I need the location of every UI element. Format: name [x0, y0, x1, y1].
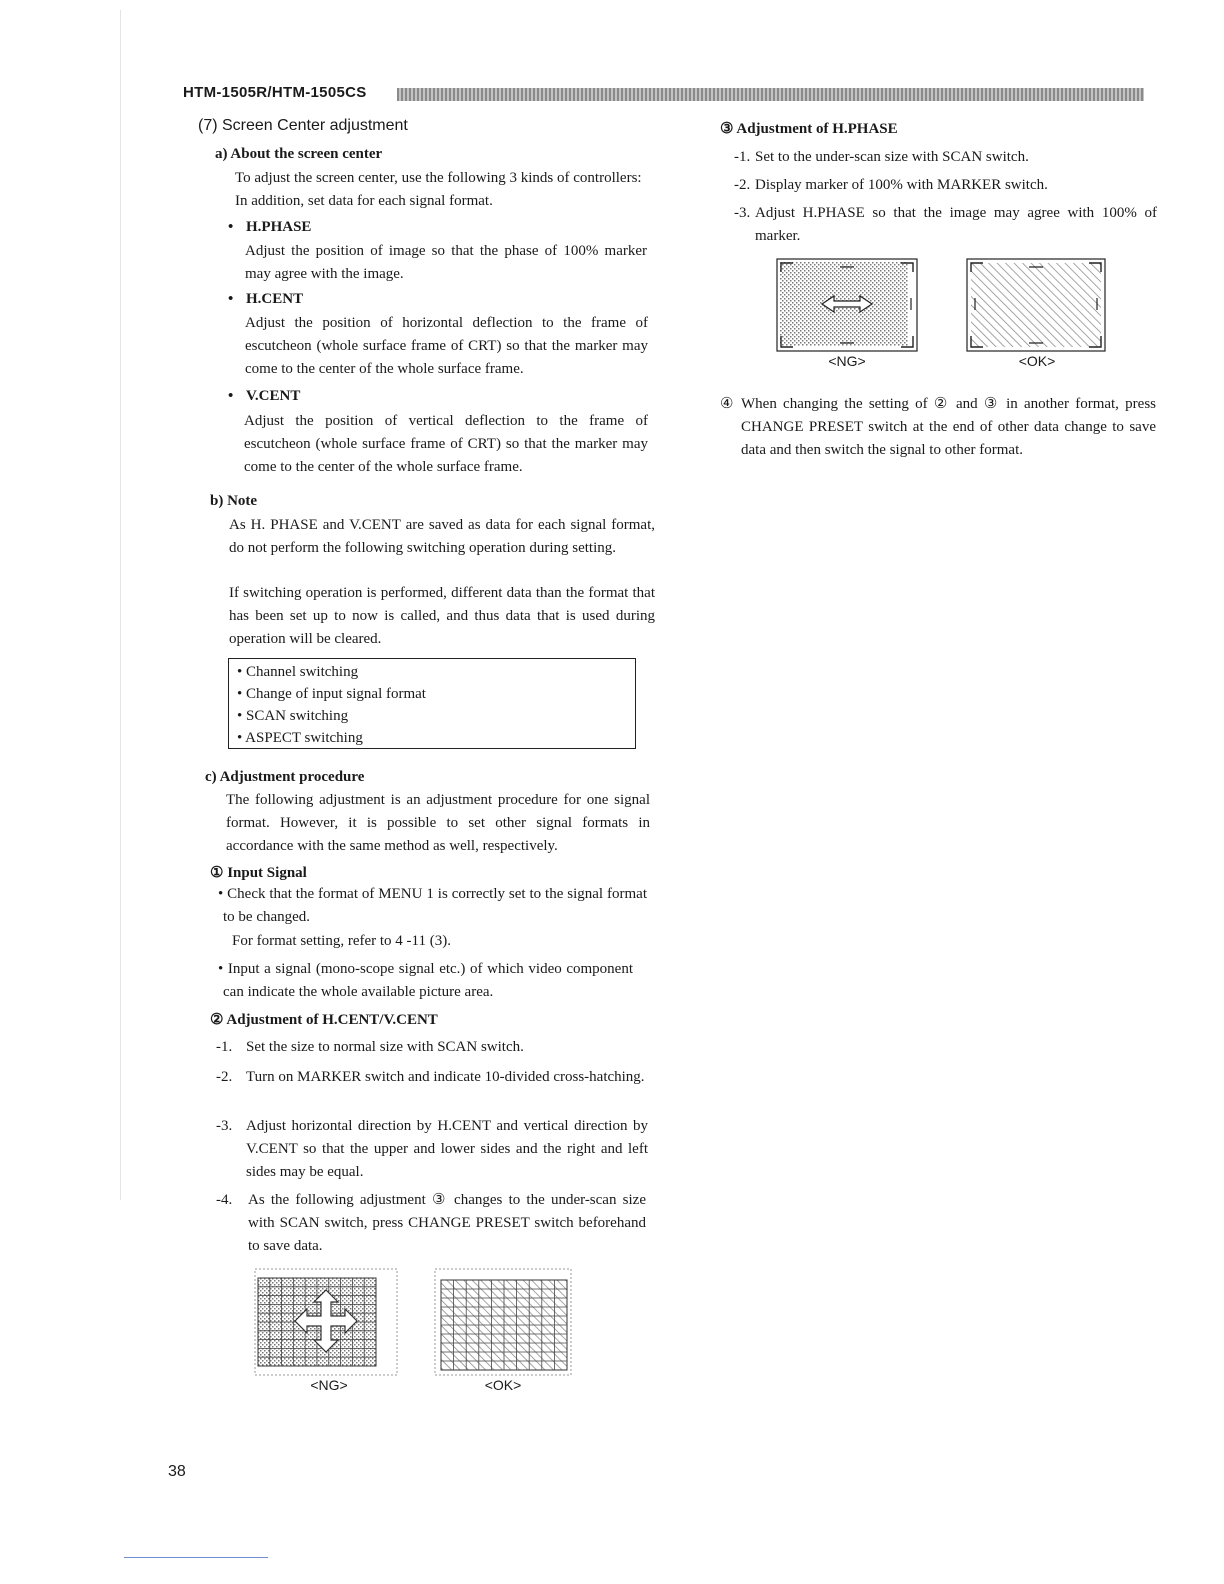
- step3-text: Adjust H.PHASE so that the image may agree with 100% of marker.: [755, 205, 1157, 244]
- vcent-text: Adjust the position of vertical deflection to the frame of escutcheon (whole surface frame of CRT) so that the marker may come to the center of the whole surface frame.: [244, 413, 648, 475]
- step3-text: Set to the under-scan size with SCAN switch.: [755, 149, 1029, 165]
- step1-bullet1: • Check that the format of MENU 1 is correctly set to the signal format to be changed.: [218, 886, 647, 925]
- header-bar: [397, 88, 1144, 101]
- scan-blue-mark: [124, 1557, 268, 1558]
- hcent-title: H.CENT: [246, 291, 304, 307]
- a-heading: a) About the screen center: [215, 146, 383, 162]
- step3-num: -1.: [734, 149, 751, 165]
- step1-ref: For format setting, refer to 4 -11 (3).: [232, 933, 451, 949]
- step3-num: -2.: [734, 177, 751, 193]
- step3-num: -3.: [734, 205, 751, 221]
- fig-ng-label: <NG>: [310, 1377, 348, 1393]
- scan-edge-line: [120, 10, 121, 1200]
- c-heading: c) Adjustment procedure: [205, 769, 365, 785]
- step3-text: Display marker of 100% with MARKER switch.: [755, 177, 1048, 193]
- hphase-text: Adjust the position of image so that the phase of 100% marker may agree with the image.: [245, 243, 647, 282]
- hphase-bullet: •: [228, 219, 234, 235]
- step4-num: ④: [720, 396, 734, 412]
- switching-box: [228, 658, 636, 749]
- step2-title: ② Adjustment of H.CENT/V.CENT: [210, 1012, 438, 1028]
- a-intro2: In addition, set data for each signal format.: [235, 193, 493, 209]
- step3-title: ③ Adjustment of H.PHASE: [720, 121, 898, 137]
- step2-text: Adjust horizontal direction by H.CENT and vertical direction by V.CENT so that the upper and lower sides and the right and left sides may be equal.: [246, 1118, 648, 1180]
- step2-num: -2.: [216, 1069, 233, 1085]
- hcent-text: Adjust the position of horizontal deflection to the frame of escutcheon (whole surface frame of CRT) so that the marker may come to the center of the whole surface frame.: [245, 315, 648, 377]
- box-item: • SCAN switching: [237, 708, 349, 724]
- box-item: • ASPECT switching: [237, 730, 363, 746]
- header-model: HTM-1505R/HTM-1505CS: [183, 84, 367, 101]
- box-item: • Change of input signal format: [237, 686, 426, 702]
- fig-ok-label: <OK>: [484, 1377, 522, 1393]
- vcent-bullet: •: [228, 388, 234, 404]
- hphase-ok-label: <OK>: [1018, 353, 1056, 369]
- step4-body: When changing the setting of ② and ③ in another format, press CHANGE PRESET switch at the end of other data change to save data and then switch the signal to other format.: [741, 396, 1156, 458]
- step2-num: -3.: [216, 1118, 233, 1134]
- b-heading: b) Note: [210, 493, 258, 509]
- hcent-bullet: •: [228, 291, 234, 307]
- a-intro1: To adjust the screen center, use the following 3 kinds of controllers:: [235, 170, 642, 186]
- step2-num: -4.: [216, 1192, 233, 1208]
- hphase-ng-figure: [776, 258, 918, 354]
- page-number: 38: [168, 1463, 186, 1480]
- step2-text: Set the size to normal size with SCAN switch.: [246, 1039, 524, 1055]
- hphase-title: H.PHASE: [246, 219, 312, 235]
- hphase-ok-figure: [966, 258, 1108, 354]
- crosshatch-ok-figure: [434, 1268, 574, 1378]
- step1-bullet2: • Input a signal (mono-scope signal etc.) of which video component can indicate the whole available picture area.: [218, 961, 633, 1000]
- box-item: • Channel switching: [237, 664, 359, 680]
- image-area: [971, 263, 1101, 347]
- section-title: (7) Screen Center adjustment: [198, 117, 408, 134]
- step4-text: [720, 393, 1156, 462]
- step1-title: ① Input Signal: [210, 865, 307, 881]
- b-para2: If switching operation is performed, different data than the format that has been set up to now is called, and thus data that is used during operation will be cleared.: [229, 585, 655, 647]
- step2-text: Turn on MARKER switch and indicate 10-divided cross-hatching.: [246, 1069, 645, 1085]
- step2-text: As the following adjustment ③ changes to the under-scan size with SCAN switch, press CHANGE PRESET switch beforehand to save data.: [248, 1192, 646, 1254]
- c-intro: The following adjustment is an adjustment procedure for one signal format. However, it is possible to set other signal formats in accordance with the same method as well, respectively.: [226, 792, 650, 854]
- hphase-ng-label: <NG>: [828, 353, 866, 369]
- b-para1: As H. PHASE and V.CENT are saved as data for each signal format, do not perform the following switching operation during setting.: [229, 517, 655, 556]
- crosshatch-ng-figure: [254, 1268, 400, 1378]
- vcent-title: V.CENT: [246, 388, 301, 404]
- step2-num: -1.: [216, 1039, 233, 1055]
